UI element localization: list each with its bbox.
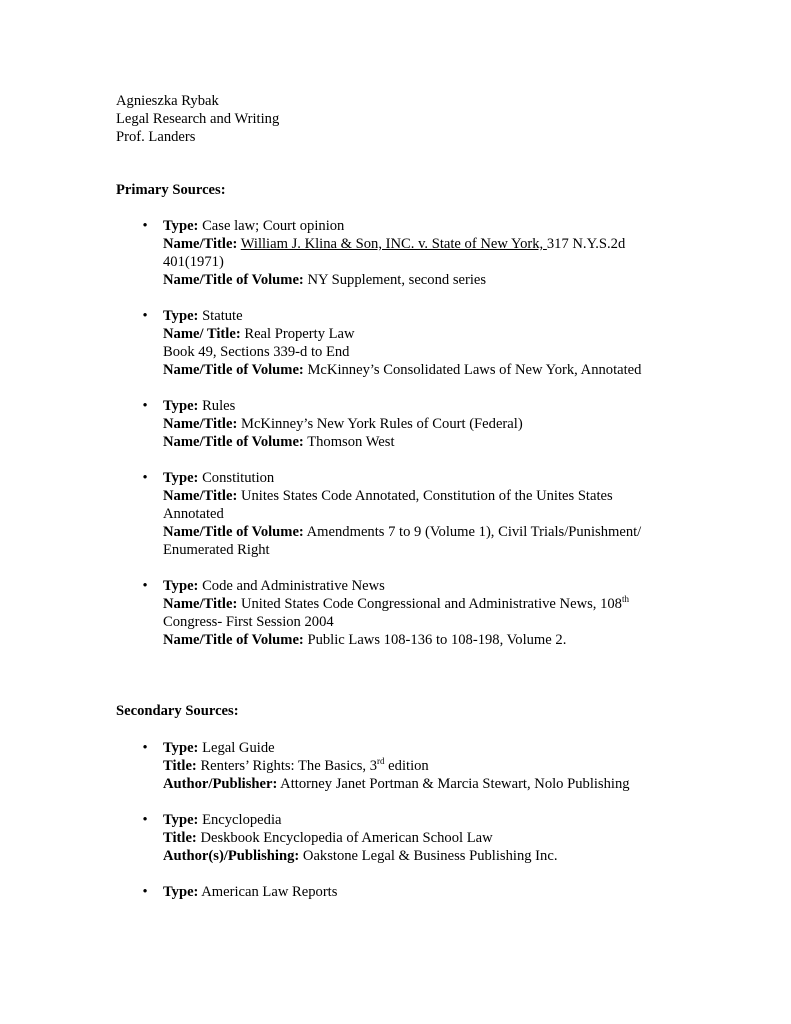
type-label: Type:: [163, 470, 199, 486]
type-value: Encyclopedia: [202, 812, 282, 828]
volume-label: Name/Title of Volume:: [163, 632, 304, 648]
ordinal-suffix: rd: [377, 756, 385, 767]
entry-name: [163, 235, 716, 253]
secondary-entry-alr: [116, 883, 716, 901]
ordinal-suffix: th: [621, 594, 629, 605]
volume-value: Amendments 7 to 9 (Volume 1), Civil Trials/Punishment/: [306, 524, 642, 540]
type-value: Code and Administrative News: [202, 578, 385, 594]
type-label: Type:: [163, 884, 199, 900]
entry-type: [163, 217, 716, 235]
type-label: Type:: [163, 578, 199, 594]
name-label: Name/Title:: [163, 488, 238, 504]
bullet-icon: •: [142, 812, 148, 828]
course-name: Legal Research and Writing: [116, 111, 280, 127]
professor-name: Prof. Landers: [116, 129, 196, 145]
secondary-sources-heading: Secondary Sources:: [116, 703, 239, 719]
entry-type: [163, 883, 716, 901]
primary-entry-constitution: [116, 469, 716, 559]
entry-volume: [163, 631, 716, 649]
type-value: Rules: [202, 398, 236, 414]
volume-value: Public Laws 108-136 to 108-198, Volume 2.: [307, 632, 567, 648]
volume-value: McKinney’s Consolidated Laws of New York, Annotated: [307, 362, 642, 378]
primary-entry-rules: [116, 397, 716, 451]
type-label: Type:: [163, 398, 199, 414]
primary-entry-code-news: [116, 577, 716, 649]
primary-sources-list: [116, 217, 716, 649]
author-label: Author/Publisher:: [163, 776, 278, 792]
name-label: Name/Title:: [163, 596, 238, 612]
author-value: Attorney Janet Portman & Marcia Stewart, Nolo Publishing: [280, 776, 630, 792]
entry-volume: [163, 271, 716, 289]
entry-name: [163, 325, 716, 343]
name-value: United States Code Congressional and Administrative News, 108: [240, 596, 622, 612]
case-name: William J. Klina & Son, INC. v. State of New York,: [240, 236, 547, 252]
entry-name-continued: 401(1971): [163, 254, 224, 270]
primary-entry-statute: [116, 307, 716, 379]
author-label: Author(s)/Publishing:: [163, 848, 300, 864]
entry-name: [163, 595, 716, 613]
volume-value: Thomson West: [307, 434, 395, 450]
entry-name: [163, 487, 716, 505]
bullet-icon: •: [142, 308, 148, 324]
type-label: Type:: [163, 812, 199, 828]
type-label: Type:: [163, 308, 199, 324]
bullet-icon: •: [142, 884, 148, 900]
entry-name-continued: Book 49, Sections 339-d to End: [163, 344, 350, 360]
bullet-icon: •: [142, 578, 148, 594]
document-header: [116, 92, 716, 146]
author-value: Oakstone Legal & Business Publishing Inc.: [302, 848, 558, 864]
type-value: Legal Guide: [202, 740, 275, 756]
bullet-icon: •: [142, 470, 148, 486]
author-name: Agnieszka Rybak: [116, 93, 219, 109]
entry-volume-continued: Enumerated Right: [163, 542, 270, 558]
volume-value: NY Supplement, second series: [307, 272, 487, 288]
entry-type: [163, 307, 716, 325]
entry-type: [163, 469, 716, 487]
title-value: Renters’ Rights: The Basics, 3: [200, 758, 378, 774]
title-label: Title:: [163, 830, 197, 846]
entry-title: [163, 757, 716, 775]
volume-label: Name/Title of Volume:: [163, 434, 304, 450]
name-value: McKinney’s New York Rules of Court (Federal): [240, 416, 523, 432]
title-after: edition: [384, 758, 429, 774]
secondary-entry-encyclopedia: [116, 811, 716, 865]
volume-label: Name/Title of Volume:: [163, 524, 304, 540]
volume-label: Name/Title of Volume:: [163, 272, 304, 288]
bullet-icon: •: [142, 218, 148, 234]
case-citation: 317 N.Y.S.2d: [546, 236, 626, 252]
entry-type: [163, 739, 716, 757]
title-value: Deskbook Encyclopedia of American School Law: [200, 830, 493, 846]
entry-type: [163, 811, 716, 829]
entry-volume: [163, 361, 716, 379]
bullet-icon: •: [142, 398, 148, 414]
document-page: [116, 92, 716, 919]
secondary-entry-legal-guide: [116, 739, 716, 793]
entry-author: [163, 847, 716, 865]
type-value: Statute: [202, 308, 243, 324]
name-value: Real Property Law: [244, 326, 355, 342]
entry-name-continued: Annotated: [163, 506, 224, 522]
title-label: Title:: [163, 758, 197, 774]
name-value: Unites States Code Annotated, Constitution of the Unites States: [240, 488, 613, 504]
type-value: American Law Reports: [201, 884, 338, 900]
name-label: Name/ Title:: [163, 326, 241, 342]
type-value: Constitution: [202, 470, 275, 486]
bullet-icon: •: [142, 740, 148, 756]
name-label: Name/Title:: [163, 236, 238, 252]
primary-entry-case-law: [116, 217, 716, 289]
name-label: Name/Title:: [163, 416, 238, 432]
entry-title: [163, 829, 716, 847]
entry-type: [163, 397, 716, 415]
volume-label: Name/Title of Volume:: [163, 362, 304, 378]
type-value: Case law; Court opinion: [202, 218, 345, 234]
entry-volume: [163, 523, 716, 541]
entry-volume: [163, 433, 716, 451]
entry-type: [163, 577, 716, 595]
secondary-sources-list: [116, 739, 716, 901]
entry-name-continued: Congress- First Session 2004: [163, 614, 334, 630]
entry-name: [163, 415, 716, 433]
type-label: Type:: [163, 218, 199, 234]
type-label: Type:: [163, 740, 199, 756]
primary-sources-heading: Primary Sources:: [116, 182, 226, 198]
entry-author: [163, 775, 716, 793]
